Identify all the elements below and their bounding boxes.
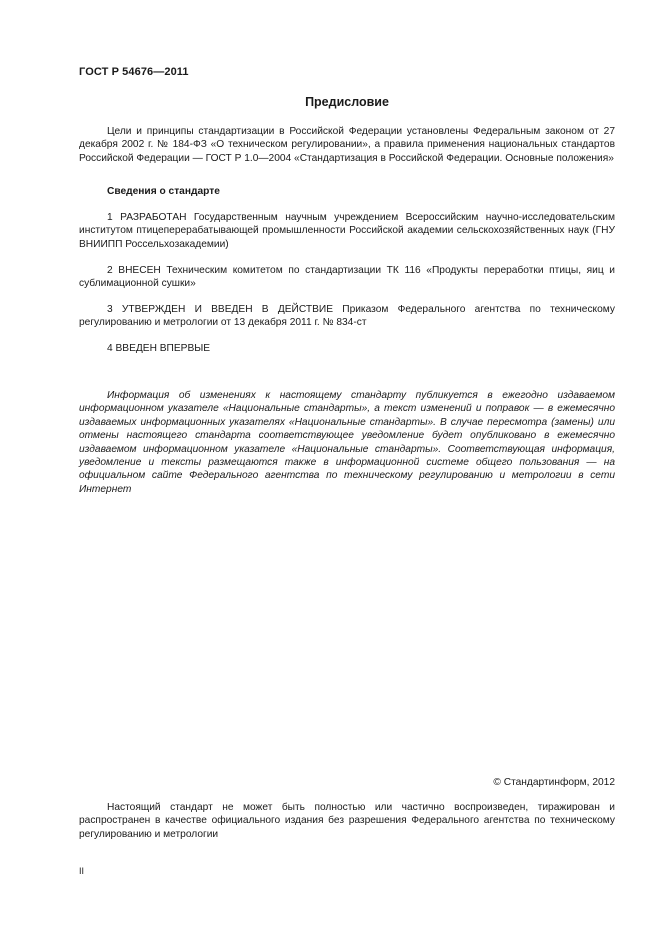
item-developed: 1 РАЗРАБОТАН Государственным научным учреждением Всероссийским научно-исследовательским институтом птицеперерабатывающей промышленности Российской академии сельскохозяйственных наук (ГНУ ВНИИПП Россельхозакадемии) [79,212,615,250]
document-id: ГОСТ Р 54676—2011 [79,66,189,78]
info-heading: Сведения о стандарте [107,186,220,197]
page-number: II [79,866,85,876]
copyright: © Стандартинформ, 2012 [493,777,615,788]
legal-notice: Настоящий стандарт не может быть полностью или частично воспроизведен, тиражирован и распространен в качестве официального издания без разрешения Федерального агентства по техническому регулированию и метрологии [79,802,615,840]
intro-paragraph: Цели и принципы стандартизации в Российской Федерации установлены Федеральным законом от 27 декабря 2002 г. № 184-ФЗ «О техническом регулировании», а правила применения национальных стандартов Российской Федерации — ГОСТ Р 1.0—2004 «Стандартизация в Российской Федерации. Основные положения» [79,126,615,164]
item-first-introduced: 4 ВВЕДЕН ВПЕРВЫЕ [107,343,211,354]
document-page [79,0,615,936]
page-title: Предисловие [305,95,389,109]
item-approved: 3 УТВЕРЖДЕН И ВВЕДЕН В ДЕЙСТВИЕ Приказом Федерального агентства по техническому регулированию и метрологии от 13 декабря 2011 г. № 834-ст [79,304,615,329]
changes-notice: Информация об изменениях к настоящему стандарту публикуется в ежегодно издаваемом информационном указателе «Национальные стандарты», а текст изменений и поправок — в ежемесячно издаваемых информационных указателях «Национальные стандарты». В случае пересмотра (замены) или отмены настоящего стандарта соответствующее уведомление будет опубликовано в ежемесячно издаваемом информационном указателе «Национальные стандарты». Соответствующая информация, уведомление и тексты размещаются также в информационной системе общего пользования — на официальном сайте Федерального агентства по техническому регулированию и метрологии в сети Интернет [79,390,615,495]
item-submitted: 2 ВНЕСЕН Техническим комитетом по стандартизации ТК 116 «Продукты переработки птицы, яиц и сублимационной сушки» [79,265,615,290]
